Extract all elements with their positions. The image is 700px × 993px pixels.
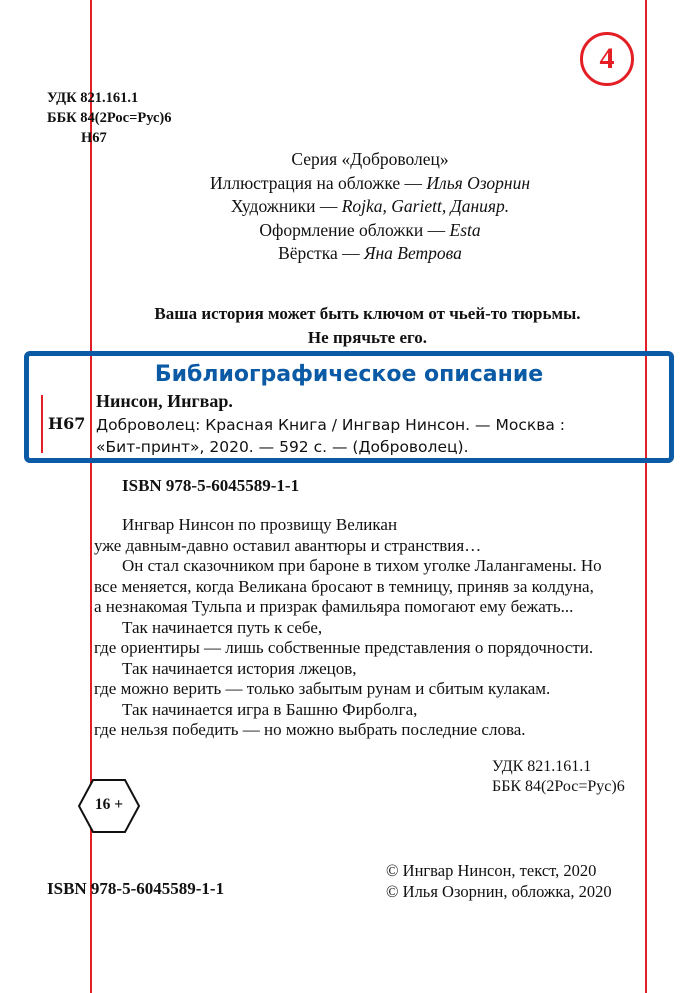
bibliographic-line-1: Доброволец: Красная Книга / Ингвар Нинсон. — Москва :: [96, 416, 565, 434]
slogan-line-2: Не прячьте его.: [307, 328, 428, 347]
age-rating: 16 +: [94, 796, 124, 813]
annotation-line: все меняется, когда Великана бросают в темницу, приняв за колдуна,: [94, 576, 594, 596]
annotation-line: Так начинается путь к себе,: [122, 617, 323, 637]
author-mark: Н67: [81, 130, 107, 146]
bbk-code-bottom: ББК 84(2Рос=Рус)6: [492, 778, 625, 795]
credit-cover-illustration: Иллюстрация на обложке — Илья Озорнин: [209, 172, 531, 193]
credit-series: Серия «Доброволец»: [291, 149, 449, 169]
bibliographic-description: [96, 414, 656, 458]
credit-layout: Вёрстка — Яна Ветрова: [278, 243, 462, 263]
bibliographic-line-2: «Бит-принт», 2020. — 592 с. — (Доброволец).: [96, 438, 469, 456]
udk-code: УДК 821.161.1: [47, 90, 139, 106]
annotation-line: где ориентиры — лишь собственные представления о порядочности.: [94, 638, 594, 657]
isbn-bottom: ISBN 978-5-6045589-1-1: [47, 879, 225, 898]
classification-block: [47, 88, 172, 148]
annotation-line: Он стал сказочником при бароне в тихом уголке Лалангамены. Но: [122, 556, 602, 575]
credit-cover-design: Оформление обложки — Esta: [259, 219, 481, 240]
author-mark-indicator: [41, 395, 43, 453]
bibliographic-code: Н67: [48, 414, 86, 433]
copyright-cover: © Илья Озорнин, обложка, 2020: [386, 882, 612, 901]
slogan: [90, 302, 645, 350]
annotation-line: уже давным-давно оставил авантюры и странствия…: [94, 535, 482, 555]
left-margin-guide: [90, 0, 92, 993]
credit-artists: Художники — Rojka, Gariett, Данияр.: [230, 196, 510, 216]
annotation-line: где можно верить — только забытым рунам и сбитым кулакам.: [94, 679, 551, 698]
classification-bottom: [492, 757, 625, 797]
slogan-line-1: Ваша история может быть ключом от чьей-то тюрьмы.: [154, 304, 581, 323]
bibliographic-author: Нинсон, Ингвар.: [96, 391, 233, 411]
bibliographic-heading: Библиографическое описание: [154, 362, 544, 387]
udk-code-bottom: УДК 821.161.1: [492, 758, 592, 775]
page-number: 4: [599, 42, 615, 75]
annotation: [94, 515, 654, 741]
annotation-line: а незнакомая Тульпа и призрак фамильяра помогают ему бежать...: [94, 597, 574, 616]
annotation-line: Так начинается игра в Башню Фирболга,: [122, 699, 418, 719]
copyright-text: © Ингвар Нинсон, текст, 2020: [386, 861, 597, 880]
annotation-line: Ингвар Нинсон по прозвищу Великан: [122, 515, 398, 534]
isbn-main: ISBN 978-5-6045589-1-1: [122, 476, 300, 495]
annotation-line: Так начинается история лжецов,: [122, 658, 357, 678]
bbk-code: ББК 84(2Рос=Рус)6: [47, 110, 172, 126]
right-margin-guide: [645, 0, 647, 993]
annotation-line: где нельзя победить — но можно выбрать последние слова.: [94, 720, 526, 739]
credits-block: [120, 148, 620, 266]
copyright-block: [386, 860, 612, 902]
page-number-badge: [580, 32, 634, 86]
